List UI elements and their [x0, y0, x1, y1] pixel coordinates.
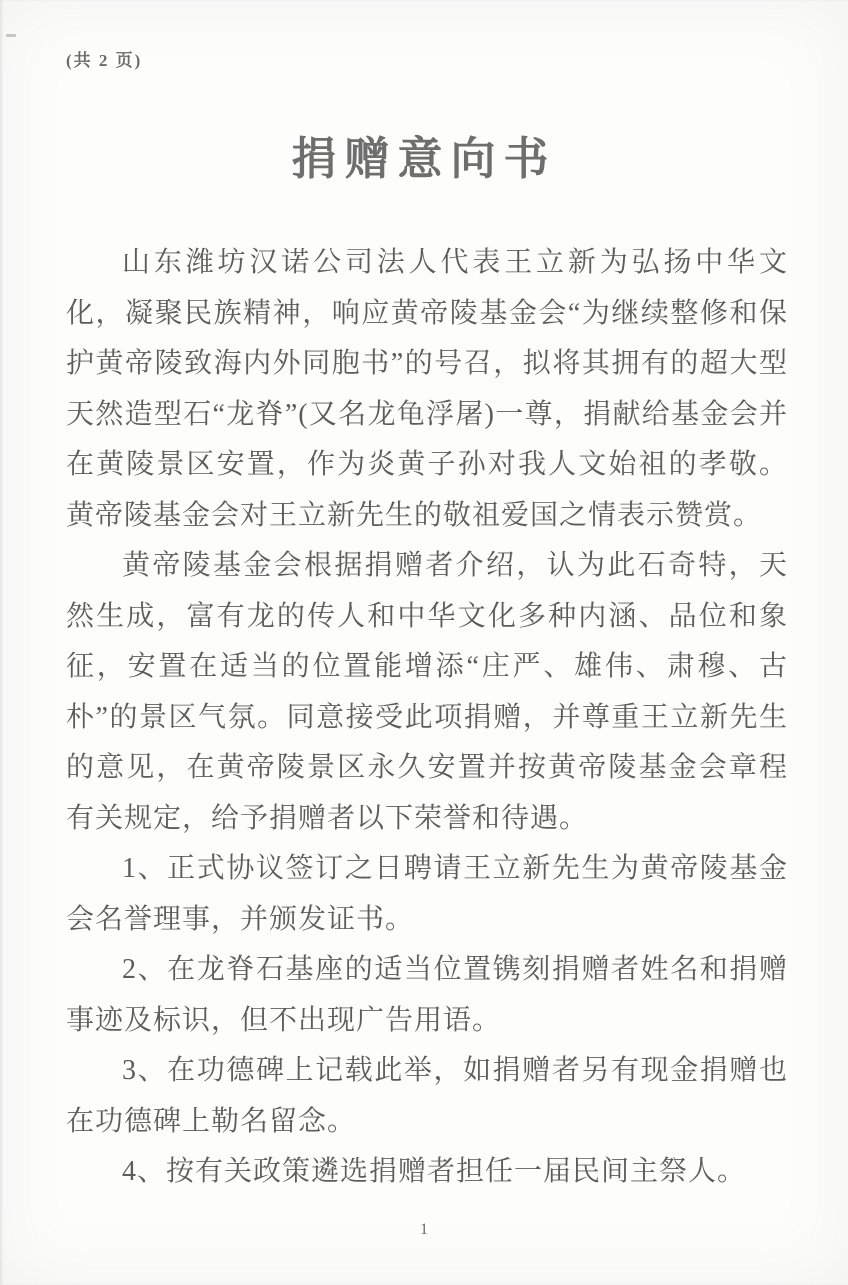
list-item-1: 1、正式协议签订之日聘请王立新先生为黄帝陵基金会名誉理事，并颁发证书。 — [66, 853, 788, 935]
list-item-4: 4、按有关政策遴选捐赠者担任一届民间主祭人。 — [122, 1156, 747, 1187]
list-item-2: 2、在龙脊石基座的适当位置镌刻捐赠者姓名和捐赠事迹及标识，但不出现广告用语。 — [66, 954, 788, 1036]
list-item-3: 3、在功德碑上记载此举，如捐赠者另有现金捐赠也在功德碑上勒名留念。 — [66, 1055, 788, 1137]
document-body — [66, 238, 788, 1198]
scan-artifact — [6, 34, 16, 37]
document-title: 捐赠意向书 — [291, 133, 557, 184]
page-count-note: (共 2 页) — [66, 51, 143, 70]
paragraph-intro: 山东潍坊汉诺公司法人代表王立新为弘扬中华文化，凝聚民族精神，响应黄帝陵基金会“为继续整修和保护黄帝陵致海内外同胞书”的号召，拟将其拥有的超大型天然造型石“龙脊”(又名龙龟浮屠)一尊，捐献给基金会并在黄陵景区安置，作为炎黄子孙对我人文始祖的孝敬。黄帝陵基金会对王立新先生的敬祖爱国之情表示赞赏。 — [66, 247, 788, 531]
page-number: 1 — [420, 1221, 428, 1238]
paragraph-acceptance: 黄帝陵基金会根据捐赠者介绍，认为此石奇特，天然生成，富有龙的传人和中华文化多种内涵、品位和象征，安置在适当的位置能增添“庄严、雄伟、肃穆、古朴”的景区气氛。同意接受此项捐赠，并尊重王立新先生的意见，在黄帝陵景区永久安置并按黄帝陵基金会章程有关规定，给予捐赠者以下荣誉和待遇。 — [66, 550, 788, 834]
